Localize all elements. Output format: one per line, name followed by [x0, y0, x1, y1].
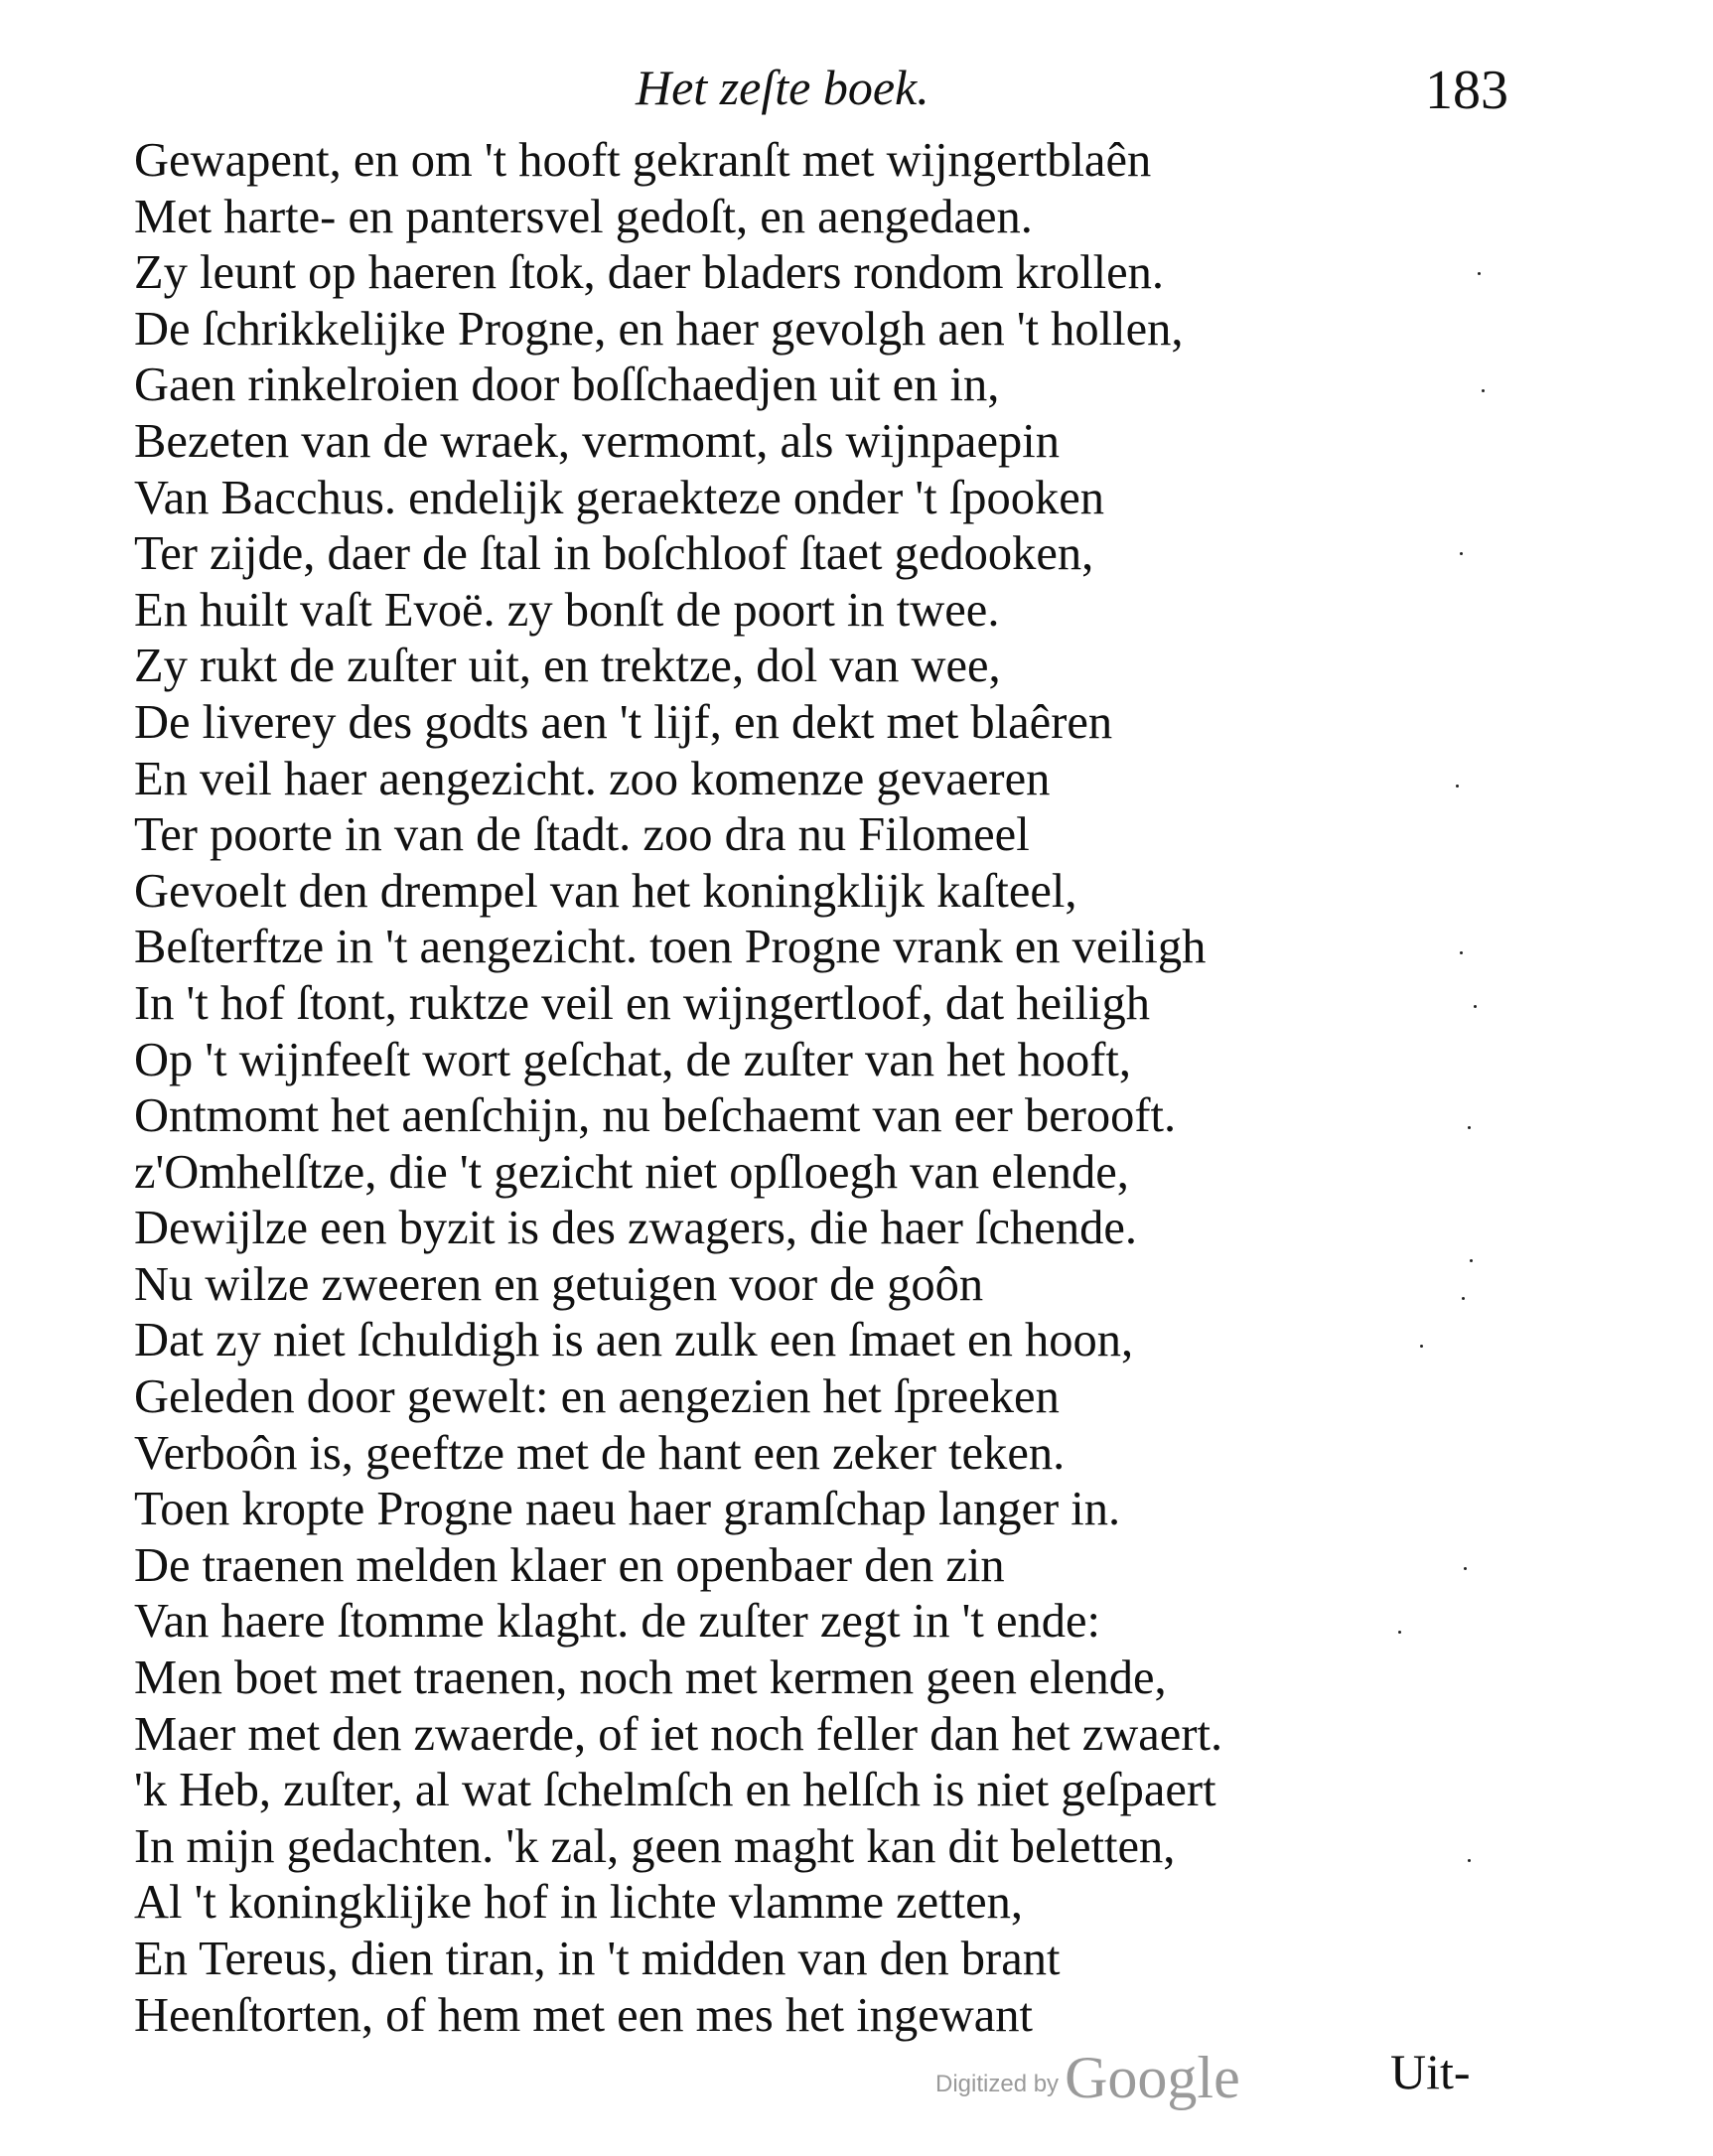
verse-line: Zy rukt de zuſter uit, en trektze, dol van wee, — [134, 640, 1001, 693]
verse-line: Geleden door gewelt: en aengezien het ſpreeken — [134, 1370, 1060, 1424]
verse-line: Dat zy niet ſchuldigh is aen zulk een ſmaet en hoon, — [134, 1314, 1134, 1367]
google-logo: Google — [1065, 2045, 1240, 2110]
verse-line: Ter poorte in van de ſtadt. zoo dra nu Filomeel — [134, 808, 1030, 862]
catchword: Uit- — [1390, 2044, 1471, 2099]
verse-line: En veil haer aengezicht. zoo komenze gevaeren — [134, 752, 1051, 805]
verse-line: Maer met den zwaerde, of iet noch feller dan het zwaert. — [134, 1707, 1223, 1761]
verse-line: Verboôn is, geeftze met de hant een zeker teken. — [134, 1426, 1066, 1480]
verse-line: In mijn gedachten. 'k zal, geen maght kan dit beletten, — [134, 1819, 1176, 1873]
verse-line: Nu wilze zweeren en getuigen voor de goôn — [134, 1257, 984, 1311]
verse-line: Heenſtorten, of hem met een mes het ingewant — [134, 1988, 1034, 2042]
verse-line: Zy leunt op haeren ſtok, daer bladers rondom krollen. — [134, 246, 1165, 300]
verse-line: En huilt vaſt Evoë. zy bonſt de poort in twee. — [134, 583, 1000, 637]
verse-line: Men boet met traenen, noch met kermen geen elende, — [134, 1652, 1167, 1705]
digitized-label: Digitized by — [935, 2071, 1060, 2097]
verse-line: En Tereus, dien tiran, in 't midden van den brant — [134, 1933, 1061, 1985]
verse-line: De traenen melden klaer en openbaer den zin — [134, 1538, 1005, 1592]
verse-line: Gewapent, en om 't hooft gekranſt met wijngertblaên — [134, 134, 1152, 187]
verse-line: Gevoelt den drempel van het koningklijk kaſteel, — [134, 864, 1077, 918]
verse-block — [134, 133, 1524, 2044]
verse-line: De ſchrikkelijke Progne, en haer gevolgh aen 't hollen, — [134, 302, 1184, 356]
verse-line: Toen kropte Progne naeu haer gramſchap langer in. — [134, 1483, 1121, 1536]
verse-line: Dewijlze een byzit is des zwagers, die haer ſchende. — [134, 1202, 1137, 1255]
verse-line: Bezeten van de wraek, vermomt, als wijnpaepin — [134, 414, 1060, 468]
verse-line: Met harte- en pantersvel gedoſt, en aengedaen. — [134, 190, 1033, 243]
verse-line: De liverey des godts aen 't lijf, en dekt met blaêren — [134, 695, 1113, 749]
verse-line: Op 't wijnfeeſt wort geſchat, de zuſter van het hooft, — [134, 1033, 1132, 1086]
verse-line: Ter zijde, daer de ſtal in boſchloof ſtaet gedooken, — [134, 527, 1094, 581]
verse-line: 'k Heb, zuſter, al wat ſchelmſch en helſch is niet geſpaert — [134, 1764, 1216, 1817]
digitized-watermark — [935, 2044, 1240, 2112]
page-number: 183 — [1425, 60, 1508, 121]
verse-line: In 't hof ſtont, ruktze veil en wijngertloof, dat heiligh — [134, 976, 1150, 1030]
verse-line: Van haere ſtomme klaght. de zuſter zegt in 't ende: — [134, 1595, 1100, 1649]
verse-line: Beſterftze in 't aengezicht. toen Progne vrank en veiligh — [134, 921, 1207, 974]
verse-line: Gaen rinkelroien door boſſchaedjen uit en in, — [134, 359, 1000, 412]
verse-line: z'Omhelſtze, die 't gezicht niet opſloegh van elende, — [134, 1145, 1129, 1199]
running-title: Het zeſte boek. — [636, 60, 929, 115]
verse-line: Al 't koningklijke hof in lichte vlamme zetten, — [134, 1876, 1024, 1930]
verse-line: Ontmomt het aenſchijn, nu beſchaemt van eer berooft. — [134, 1089, 1177, 1143]
verse-line: Van Bacchus. endelijk geraekteze onder 't ſpooken — [134, 471, 1105, 524]
